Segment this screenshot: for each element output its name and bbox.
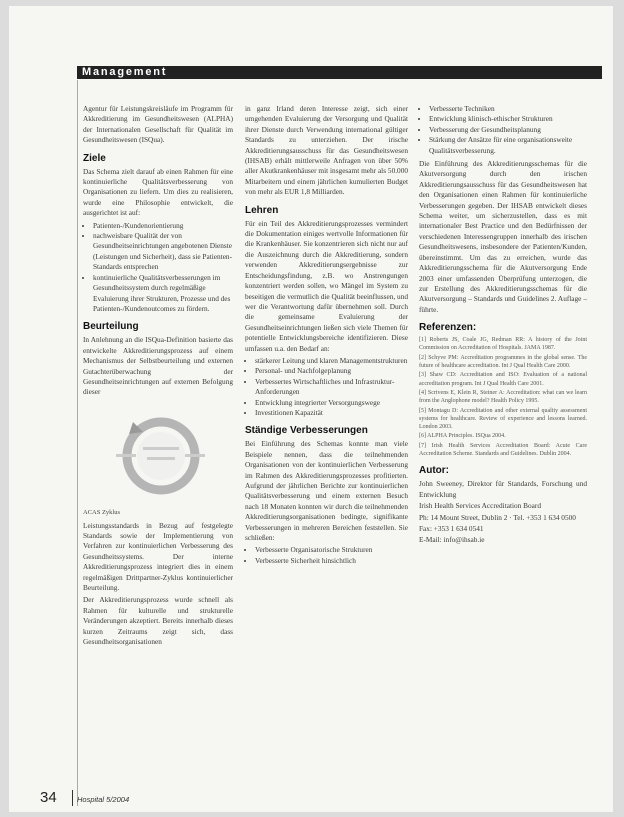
- body-paragraph: Leistungsstandards in Bezug auf festgelegte Standards sowie der Implementierung von Verfahren zur kontinuierlichen Verbesserung des Gesundheitssystems. Der interne Akkreditierungsprozess integriert dies in einem regelmäßigen Drittpartner-Zyklus kontinuierlicher Beurteilung.: [83, 520, 233, 592]
- list-item: • kontinuierliche Qualitätsverbesserungen im Gesundheitssystem durch regelmäßige Evaluierung ihrer Strukturen, Prozesse und des Patienten-/Kundenoutcomes zu fördern.: [93, 273, 233, 315]
- references-list: [419, 336, 587, 458]
- list-item: • Stärkung der Ansätze für eine organisationsweite Qualitätsverbesserung.: [429, 135, 587, 156]
- heading-verbesserungen: Ständige Verbesserungen: [245, 425, 368, 437]
- author-line: Irish Health Services Accreditation Board: [419, 501, 541, 511]
- improvements-list: [419, 104, 587, 156]
- list-item: • Verbesserte Organisatorische Strukturen: [255, 545, 408, 555]
- diagram-label-line: [147, 457, 175, 460]
- heading-autor: Autor:: [419, 465, 449, 477]
- body-paragraph: in ganz Irland deren Interesse zeigt, sich einer umgehenden Evaluierung der Versorgung und Qualität ihrer Dienste durch Verwendung international gültiger Standards zu unterziehen. Der irische Akkreditierungsausschuss für das Gesundheitswesen (IHSAB) erhält mittlerweile Anfragen von über 50% aller Akutkrankenhäuser mit insgesamt mehr als 50.000 Mitarbeitern und einem jährlichen kumulierten Budget von mehr als EUR 1,8 Milliarden.: [245, 104, 408, 197]
- reference-item: [7] Irish Health Services Accreditation Board: Acute Care Accreditation Scheme. Standards and Guidelines. Dublin 2004.: [419, 442, 587, 457]
- author-line: Fax: +353 1 634 0541: [419, 523, 484, 533]
- verbesserungen-list: [245, 545, 408, 566]
- list-item: • Entwicklung klinisch-ethischer Strukturen: [429, 114, 587, 124]
- body-paragraph: Der Akkreditierungsprozess wurde schnell als Rahmen für kulturelle und strukturelle Veränderungen akzeptiert. Bereits innerhalb dieses kurzen Zeitraums zeigt sich, dass Gesundheitsorganisationen: [83, 595, 233, 647]
- reference-item: [5] Montagu D: Accreditation and other external quality assessment systems for healthcare. Review of experience and lessons learned. London 2003.: [419, 407, 587, 431]
- column-1: [83, 104, 233, 649]
- reference-item: [4] Scrivens E, Klein R, Steiner A: Accreditation: what can we learn from the Anglophone model? Health Policy 1995.: [419, 389, 587, 405]
- footer-divider: [72, 790, 73, 806]
- list-item: • Verbesserte Sicherheit hinsichtlich: [255, 556, 408, 566]
- heading-referenzen: Referenzen:: [419, 322, 477, 334]
- section-header-title: Management: [82, 66, 168, 78]
- reference-item: [2] Schyve PM: Accreditation programmes in the global sense. The future of healthcare accreditation. Int J Qual Health Care 2000.: [419, 354, 587, 370]
- intro-paragraph: Agentur für Leistungskreisläufe im Programm für Akkreditierung im Gesundheitswesen (ALPHA) der Internationalen Gesellschaft für Qualität im Gesundheitswesen (ISQua).: [83, 104, 233, 145]
- heading-ziele: Ziele: [83, 152, 106, 164]
- author-line: E-Mail: info@ihsab.ie: [419, 535, 485, 545]
- author-line: Ph: 14 Mount Street, Dublin 2 · Tel. +353 1 634 0500: [419, 512, 576, 522]
- beurteilung-paragraph: In Anlehnung an die ISQua-Definition basierte das entwickelte Akkreditierungsprozess auf einem Mechanismus der Selbstbeurteilung und externen Gutachterüberwachung der Gesundheitseinrichtungen auf externen Befolgung dieser: [83, 335, 233, 397]
- diagram-caption: ACAS Zyklus: [83, 509, 121, 517]
- list-item: • Verbesserte Techniken: [429, 104, 587, 114]
- reference-item: [6] ALPHA Principles. ISQua 2004.: [419, 433, 506, 440]
- heading-lehren: Lehren: [245, 204, 279, 216]
- list-item: • nachweisbare Qualität der von Gesundheitseinrichtungen angebotenen Dienste (Leistungen und Sicherheit), dass sie Patienten-Standards entsprechen: [93, 231, 233, 273]
- author-line: John Sweeney, Direktor für Standards, Forschung und Entwicklung: [419, 479, 587, 499]
- page-number: 34: [40, 789, 57, 806]
- author-block: [419, 479, 587, 545]
- diagram-label-line: [116, 454, 136, 457]
- list-item: • stärkerer Leitung und klaren Managementstrukturen: [255, 356, 408, 366]
- lehren-list: [245, 356, 408, 418]
- list-item: • Personal- und Nachfolgeplanung: [255, 366, 408, 376]
- magazine-issue: Hospital 5/2004: [77, 795, 130, 804]
- list-item: • Verbesserung der Gesundheitsplanung: [429, 125, 587, 135]
- diagram-label-line: [143, 447, 179, 450]
- verbesserungen-paragraph: Bei Einführung des Schemas konnte man viele Beispiele nennen, dass die teilnehmenden Organisationen von der kontinuierlichen Verbesserung im Rahmen des Akkreditierungsprozesses profitierten. Aufgrund der jährlichen Berichte zur kontinuierlichen Qualitätsverbesserung und einem externen Besuch nach 18 Monaten konnten wir durch die teilnehmenden Akkreditierungsorganisationen bedingte, signifikante Verbesserungen in mehreren Bereichen feststellen. Sie schließen:: [245, 439, 408, 543]
- reference-item: [1] Roberts JS, Coale JG, Redman RR: A history of the Joint Commission on Accreditation of Hospitals. JAMA 1987.: [419, 337, 587, 352]
- list-item: • Investitionen Kapazität: [255, 408, 408, 418]
- heading-beurteilung: Beurteilung: [83, 321, 139, 333]
- diagram-label-line: [185, 454, 205, 457]
- column-3: [419, 104, 587, 547]
- ziele-list: [83, 221, 233, 315]
- list-item: • Patienten-/Kundenorientierung: [93, 221, 233, 231]
- column-2: [245, 104, 408, 569]
- list-item: • Verbessertes Wirtschaftliches und Infrastruktur-Anforderungen: [255, 377, 408, 398]
- lehren-paragraph: Für ein Teil des Akkreditierungsprozesses vermindert die Dokumentation einiges wertvolle Informationen für die Krankenhäuser. Sie konzentrieren sich nicht nur auf die Auszeichnung durch die Akkreditierung, sondern verwenden Akkreditierungsergebnisse zur Entscheidungsfindung, z.B. wo Anstrengungen konzentriert werden sollen, wo Mängel im System zu beseitigen die vermutlich die Qualität beeinflussen, und wer die Verantwortung dafür übernehmen soll. Durch die gemeinsame Evaluierung der Gesundheitseinrichtungen ließen sich viele Themen für potentielle Entwicklungsbereiche identifizieren. Diese umfassen u.a. den Bedarf an:: [245, 218, 408, 353]
- reference-item: [3] Shaw CD: Accreditation and ISO: Evaluation of a national accreditation program. Int J Qual Health Care 2001.: [419, 372, 587, 387]
- body-paragraph: Die Einführung des Akkreditierungsschemas für die Akutversorgung durch den irischen Akkreditierungsausschuss für das Gesundheitswesen hat den Organisationen einen Rahmen für kontinuierliche Verbesserungen gegeben. Der IHSAB entwickelt dieses Schema weiter, um sicherzustellen, dass es mit internationaler Best Practice und den Bedürfnissen der verschiedenen Interessengruppen innerhalb des irischen Gesundheitswesens, insbesondere der Patienten/Kunden, übereinstimmt. Um das zu erreichen, wurde das Akkreditierungsschema für die Akutversorgung Ende 2003 einer umfassenden Überprüfung unterzogen, die zur Erstellung des Akkreditierungsschemas für die Akutversorgung – Standards und Guidelines 2. Auflage – führte.: [419, 159, 587, 314]
- margin-rule: [77, 80, 78, 806]
- list-item: • Entwicklung integrierter Versorgungswege: [255, 398, 408, 408]
- cycle-center: [137, 432, 185, 480]
- ziele-paragraph: Das Schema zielt darauf ab einen Rahmen für eine kontinuierliche Qualitätsverbesserung von Organisationen zu liefern. Um dies zu realisieren, wurde eine Philosophie entwickelt, die ausgerichtet ist auf:: [83, 166, 233, 218]
- cycle-diagram: [113, 412, 209, 502]
